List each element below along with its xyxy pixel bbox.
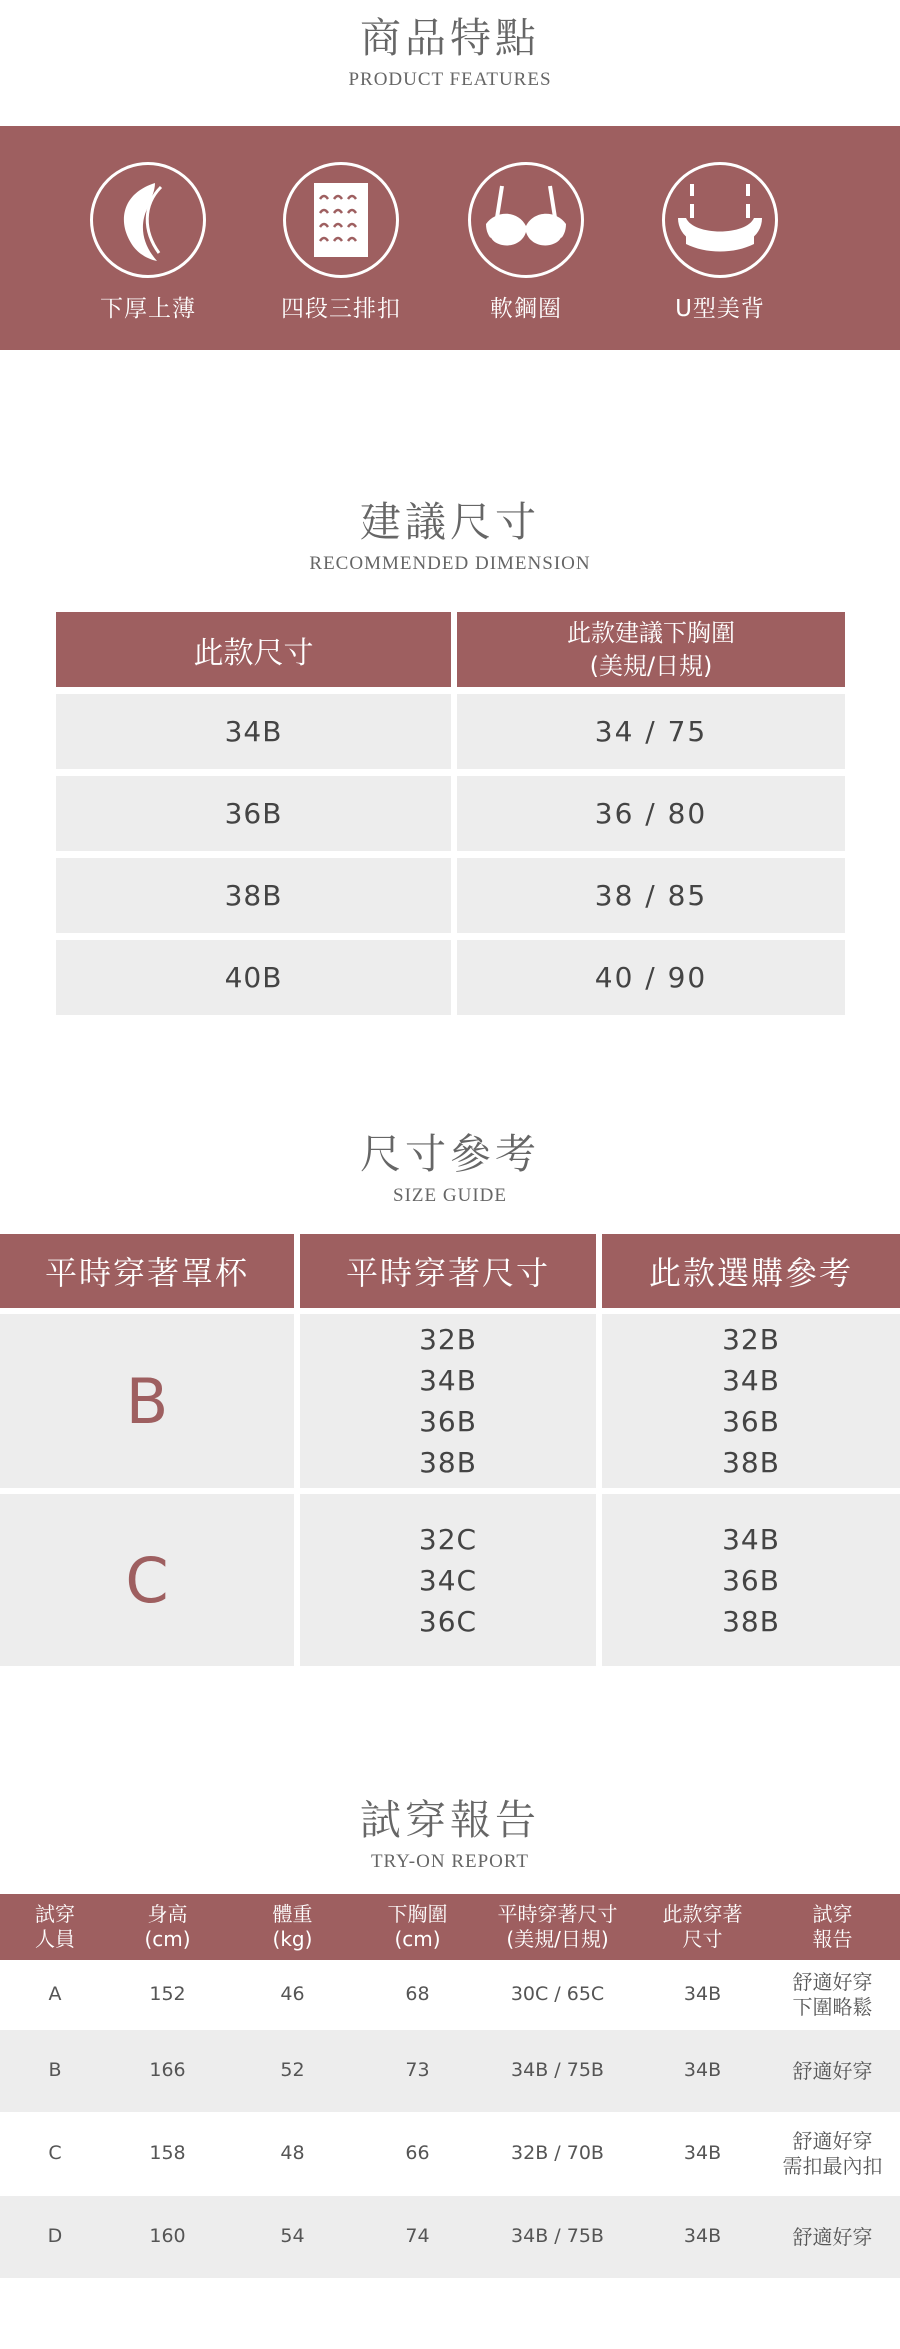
tryon-cell: C — [48, 2142, 62, 2165]
header-line: (cm) — [144, 1927, 191, 1951]
tryon-row — [0, 2196, 900, 2278]
size-guide-cup-c: C — [0, 1494, 294, 1666]
tryon-report-cell — [765, 2112, 900, 2196]
recommended-header-underbust — [457, 612, 845, 687]
tryon-header-row — [0, 1894, 900, 1960]
size-guide-subtitle: SIZE GUIDE — [393, 1185, 507, 1206]
tryon-report-cell — [765, 1960, 900, 2030]
size-value: 32B — [419, 1323, 477, 1356]
tryon-row — [0, 2030, 900, 2112]
size-guide-cup-b: B — [0, 1314, 294, 1488]
size-guide-header-usual-size: 平時穿著尺寸 — [300, 1234, 596, 1308]
recommended-subtitle: RECOMMENDED DIMENSION — [309, 553, 591, 574]
size-guide-suggest-b — [602, 1314, 900, 1488]
size-value: 38B — [419, 1446, 477, 1479]
recommended-size-cell: 36B — [56, 776, 451, 851]
feature-label: 下厚上薄 — [100, 296, 196, 322]
features-title: 商品特點 — [360, 14, 540, 62]
tryon-cell: 48 — [280, 2142, 305, 2165]
size-value: 34B — [722, 1364, 780, 1397]
feature-label: 軟鋼圈 — [490, 296, 562, 322]
features-subtitle: PRODUCT FEATURES — [348, 69, 552, 90]
padding-profile-icon — [90, 162, 206, 278]
report-line: 需扣最內扣 — [782, 2154, 883, 2178]
feature-label: U型美背 — [675, 296, 765, 322]
header-line: 試穿 — [812, 1902, 853, 1926]
tryon-report-cell — [765, 2030, 900, 2112]
header-line: (kg) — [272, 1927, 313, 1951]
tryon-cell: 166 — [149, 2059, 186, 2082]
recommended-heading — [0, 498, 900, 575]
header-line: 下胸圍 — [387, 1902, 448, 1926]
size-value: 36B — [419, 1405, 477, 1438]
recommended-size-cell: 38B — [56, 858, 451, 933]
tryon-cell: 74 — [405, 2225, 430, 2248]
size-guide-heading — [0, 1130, 900, 1207]
header-line: (美規/日規) — [506, 1927, 609, 1951]
size-guide-header-usual-cup: 平時穿著罩杯 — [0, 1234, 294, 1308]
tryon-cell: 73 — [405, 2059, 430, 2082]
tryon-cell: 158 — [149, 2142, 186, 2165]
recommended-header-underbust-line2: (美規/日規) — [589, 651, 713, 680]
size-value: 36C — [418, 1604, 478, 1638]
feature-item — [645, 162, 795, 323]
size-guide-header-suggest: 此款選購參考 — [602, 1234, 900, 1308]
feature-item — [73, 162, 223, 323]
recommended-underbust-cell: 40 / 90 — [457, 940, 845, 1015]
recommended-underbust-cell: 38 / 85 — [457, 858, 845, 933]
tryon-cell: 46 — [280, 1983, 305, 2006]
tryon-header-report — [765, 1894, 900, 1960]
tryon-cell: 34B — [683, 2059, 722, 2082]
recommended-header-size: 此款尺寸 — [56, 612, 451, 687]
tryon-cell: B — [48, 2059, 62, 2082]
tryon-subtitle: TRY-ON REPORT — [370, 1851, 530, 1872]
recommended-header-underbust-line1: 此款建議下胸圍 — [567, 619, 735, 648]
hook-eye-closure-icon — [283, 162, 399, 278]
header-line: 試穿 — [35, 1902, 75, 1926]
size-value: 38B — [722, 1604, 780, 1638]
size-value: 34B — [722, 1522, 780, 1556]
size-value: 36B — [722, 1405, 780, 1438]
tryon-cell: D — [47, 2225, 63, 2248]
u-back-bra-icon — [662, 162, 778, 278]
report-line: 舒適好穿 — [792, 2058, 873, 2083]
tryon-title: 試穿報告 — [360, 1796, 540, 1844]
tryon-cell: 34B / 75B — [511, 2225, 604, 2248]
feature-item — [451, 162, 601, 323]
size-guide-usual-c — [300, 1494, 596, 1666]
tryon-report-cell — [765, 2196, 900, 2278]
tryon-header-height — [110, 1894, 225, 1960]
tryon-cell: 32B / 70B — [511, 2142, 604, 2165]
features-band — [0, 126, 900, 350]
size-guide-usual-b — [300, 1314, 596, 1488]
tryon-header-tester — [0, 1894, 110, 1960]
tryon-cell: 68 — [405, 1983, 430, 2006]
recommended-underbust-cell: 36 / 80 — [457, 776, 845, 851]
header-line: 體重 — [272, 1902, 313, 1926]
tryon-cell: 160 — [149, 2225, 186, 2248]
soft-underwire-bra-icon — [468, 162, 584, 278]
recommended-underbust-cell: 34 / 75 — [457, 694, 845, 769]
size-value: 34C — [418, 1563, 478, 1597]
tryon-cell: 66 — [405, 2142, 430, 2165]
size-value: 38B — [722, 1446, 780, 1479]
header-line: 人員 — [35, 1927, 75, 1951]
tryon-header-usual-size — [475, 1894, 640, 1960]
size-guide-suggest-c — [602, 1494, 900, 1666]
tryon-header-weight — [225, 1894, 360, 1960]
tryon-cell: 30C / 65C — [510, 1983, 605, 2006]
tryon-cell: A — [48, 1983, 62, 2006]
size-value: 32C — [418, 1522, 478, 1556]
report-line: 舒適好穿 — [792, 1970, 873, 1994]
size-value: 32B — [722, 1323, 780, 1356]
tryon-header-worn-size — [640, 1894, 765, 1960]
recommended-size-cell: 34B — [56, 694, 451, 769]
header-line: 平時穿著尺寸 — [497, 1902, 618, 1926]
feature-item — [266, 162, 416, 323]
report-line: 下圍略鬆 — [792, 1995, 873, 2019]
report-line: 舒適好穿 — [792, 2224, 873, 2249]
size-value: 36B — [722, 1563, 780, 1597]
header-line: 報告 — [812, 1927, 853, 1951]
tryon-cell: 34B — [683, 2225, 722, 2248]
tryon-cell: 34B / 75B — [511, 2059, 604, 2082]
header-line: 此款穿著 — [662, 1902, 743, 1926]
size-value: 34B — [419, 1364, 477, 1397]
header-line: 尺寸 — [682, 1927, 723, 1951]
tryon-header-underbust — [360, 1894, 475, 1960]
tryon-row — [0, 1960, 900, 2030]
recommended-title: 建議尺寸 — [360, 498, 540, 546]
report-line: 舒適好穿 — [792, 2129, 873, 2153]
tryon-cell: 52 — [280, 2059, 305, 2082]
tryon-cell: 152 — [149, 1983, 186, 2006]
feature-label: 四段三排扣 — [281, 296, 401, 322]
size-guide-title: 尺寸參考 — [360, 1130, 540, 1178]
tryon-heading — [0, 1796, 900, 1873]
header-line: 身高 — [147, 1902, 188, 1926]
tryon-cell: 34B — [683, 1983, 722, 2006]
features-heading — [0, 14, 900, 91]
recommended-size-cell: 40B — [56, 940, 451, 1015]
tryon-cell: 34B — [683, 2142, 722, 2165]
header-line: (cm) — [394, 1927, 441, 1951]
tryon-cell: 54 — [280, 2225, 305, 2248]
tryon-row — [0, 2112, 900, 2196]
